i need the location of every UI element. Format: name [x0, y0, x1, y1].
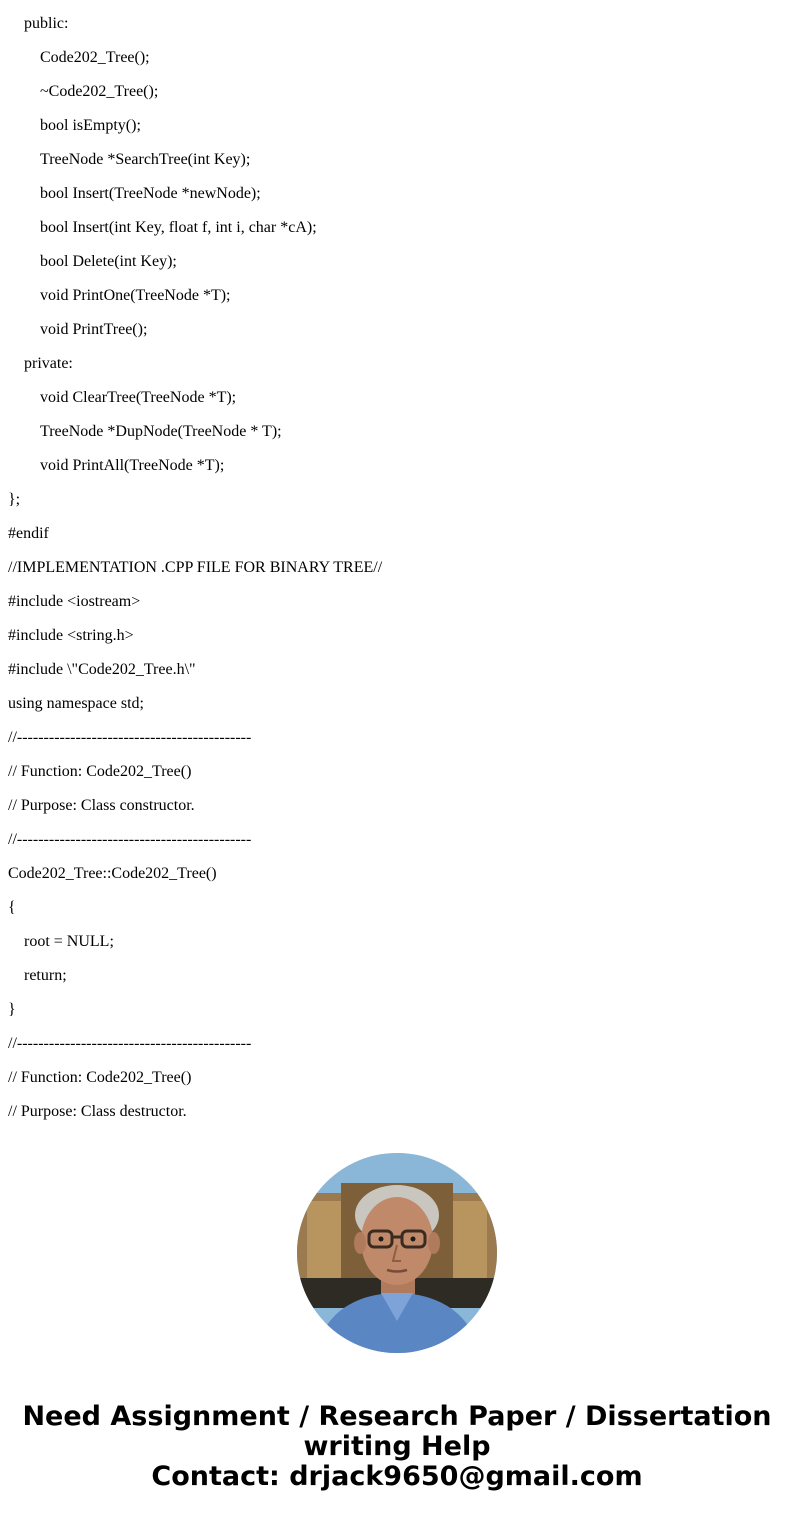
code-line: root = NULL;: [24, 933, 114, 950]
promo-banner: [0, 1402, 794, 1492]
code-line: public:: [24, 15, 69, 32]
code-line: #include <iostream>: [8, 593, 141, 610]
author-avatar: [297, 1153, 497, 1353]
code-line: }: [8, 1001, 16, 1018]
code-line: bool Insert(int Key, float f, int i, char *cA);: [40, 219, 317, 236]
code-line: //--------------------------------------------: [8, 831, 252, 848]
code-listing: [8, 7, 788, 1129]
code-line: //--------------------------------------------: [8, 729, 252, 746]
promo-headline: Need Assignment / Research Paper / Dissertation: [22, 1401, 772, 1432]
code-line: // Function: Code202_Tree(): [8, 1069, 192, 1086]
code-line: ~Code202_Tree();: [40, 83, 159, 100]
promo-headline-continued: writing Help: [303, 1431, 491, 1462]
promo-contact: Contact: drjack9650@gmail.com: [151, 1461, 643, 1492]
code-line: TreeNode *DupNode(TreeNode * T);: [40, 423, 282, 440]
code-line: // Purpose: Class constructor.: [8, 797, 195, 814]
code-line: return;: [24, 967, 67, 984]
code-line: // Function: Code202_Tree(): [8, 763, 192, 780]
portrait-illustration: [297, 1153, 497, 1353]
code-line: void PrintTree();: [40, 321, 148, 338]
code-line: //IMPLEMENTATION .CPP FILE FOR BINARY TREE//: [8, 559, 383, 576]
code-line: {: [8, 899, 16, 916]
code-line: bool isEmpty();: [40, 117, 141, 134]
code-line: void PrintOne(TreeNode *T);: [40, 287, 231, 304]
code-line: bool Delete(int Key);: [40, 253, 177, 270]
code-line: private:: [24, 355, 73, 372]
code-line: Code202_Tree();: [40, 49, 150, 66]
code-line: #include <string.h>: [8, 627, 134, 644]
code-line: //--------------------------------------------: [8, 1035, 252, 1052]
code-line: };: [8, 491, 21, 508]
code-line: void PrintAll(TreeNode *T);: [40, 457, 225, 474]
code-line: Code202_Tree::Code202_Tree(): [8, 865, 217, 882]
code-line: #endif: [8, 525, 49, 542]
code-line: #include \"Code202_Tree.h\": [8, 661, 196, 678]
code-line: void ClearTree(TreeNode *T);: [40, 389, 237, 406]
code-line: using namespace std;: [8, 695, 144, 712]
code-line: // Purpose: Class destructor.: [8, 1103, 187, 1120]
code-line: bool Insert(TreeNode *newNode);: [40, 185, 261, 202]
code-line: TreeNode *SearchTree(int Key);: [40, 151, 251, 168]
